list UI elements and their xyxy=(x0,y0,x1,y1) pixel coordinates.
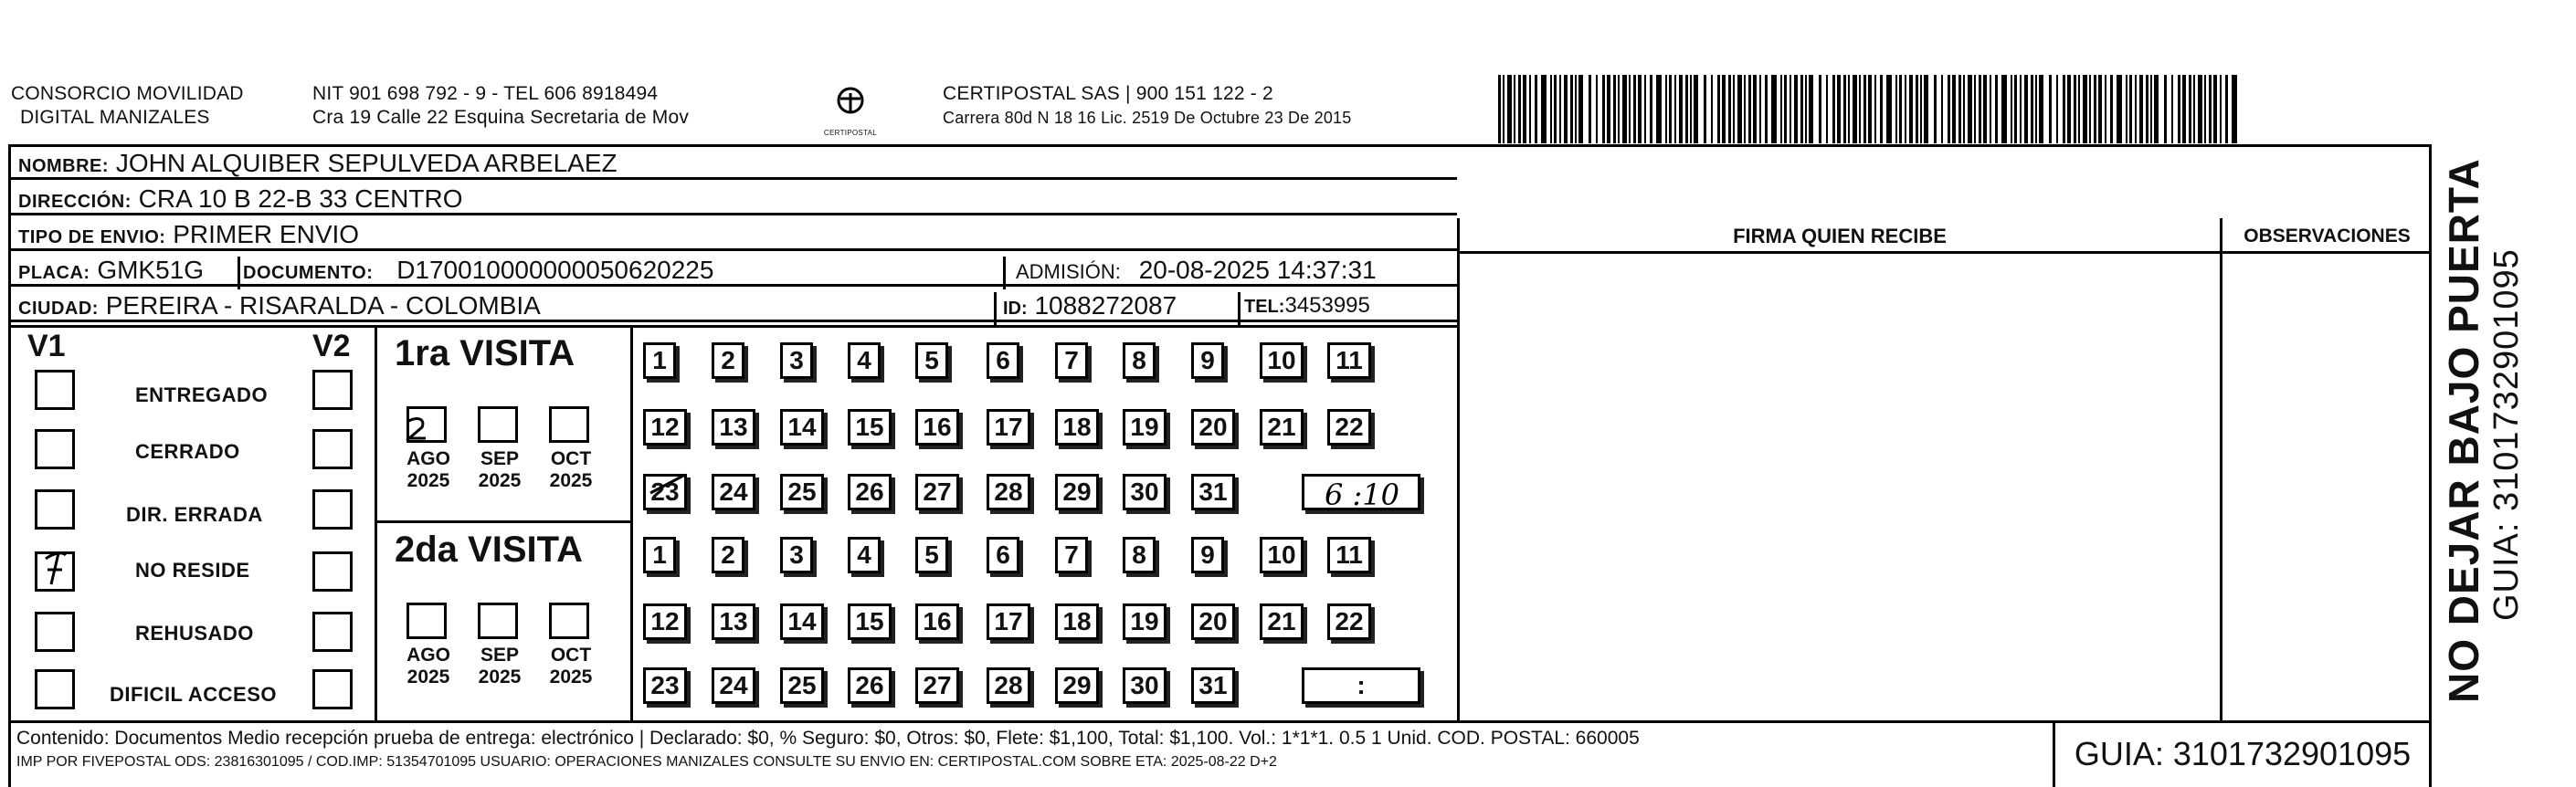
first-visit-day-2[interactable]: 2 xyxy=(712,342,744,379)
second-visit-day-23[interactable]: 23 xyxy=(643,667,687,704)
first-visit-day-11[interactable]: 11 xyxy=(1327,342,1371,379)
month-name: OCT xyxy=(550,448,592,469)
month-year: 2025 xyxy=(549,470,593,491)
first-visit-day-14[interactable]: 14 xyxy=(780,409,824,446)
month-name: AGO xyxy=(406,448,450,469)
nit-line2: Cra 19 Calle 22 Esquina Secretaria de Mov xyxy=(312,107,690,128)
first-visit-day-1[interactable]: 1 xyxy=(643,342,676,379)
company2-line1: CERTIPOSTAL SAS | 900 151 122 - 2 xyxy=(943,83,1273,104)
first-visit-day-27[interactable]: 27 xyxy=(915,474,959,510)
admision-value: 20-08-2025 14:37:31 xyxy=(1138,256,1377,284)
footer-guia: GUIA: 3101732901095 xyxy=(2074,735,2412,772)
v1-label: V1 xyxy=(27,329,66,363)
handwritten-strike-23 xyxy=(650,475,685,493)
tipo-envio-label: TIPO DE ENVIO: xyxy=(18,227,166,247)
first-visit-day-3[interactable]: 3 xyxy=(780,342,813,379)
footer-guia-divider xyxy=(2053,720,2055,787)
second-visit-day-25[interactable]: 25 xyxy=(780,667,824,704)
second-visit-day-3[interactable]: 3 xyxy=(780,537,813,573)
first-visit-day-26[interactable]: 26 xyxy=(848,474,892,510)
first-visit-day-17[interactable]: 17 xyxy=(987,409,1030,446)
month-year: 2025 xyxy=(549,666,593,687)
id-label: ID: xyxy=(1003,299,1028,319)
footer-line1: Contenido: Documentos Medio recepción prueba de entrega: electrónico | Declarado: $0, % Seguro: $0, Otros: $0, Flete: $1,100, Total: $1,100. Vol.: 1*1*1. 0.5 1 Unid. COD. POSTAL: 660005 xyxy=(16,728,1640,749)
company1-line1: CONSORCIO MOVILIDAD xyxy=(11,83,244,104)
second-visit-day-30[interactable]: 30 xyxy=(1123,667,1167,704)
side-warning: NO DEJAR BAJO PUERTA xyxy=(2440,158,2487,703)
month-year: 2025 xyxy=(478,470,522,491)
second-visit-day-18[interactable]: 18 xyxy=(1055,603,1099,640)
tel-label: TEL: xyxy=(1244,297,1285,317)
second-visit-day-26[interactable]: 26 xyxy=(848,667,892,704)
first-visit-day-19[interactable]: 19 xyxy=(1123,409,1167,446)
first-visit-day-18[interactable]: 18 xyxy=(1055,409,1099,446)
second-visit-day-16[interactable]: 16 xyxy=(915,603,959,640)
first-visit-day-20[interactable]: 20 xyxy=(1191,409,1235,446)
first-visit-day-28[interactable]: 28 xyxy=(987,474,1030,510)
footer-line2: IMP POR FIVEPOSTAL ODS: 23816301095 / COD.IMP: 51354701095 USUARIO: OPERACIONES MANIZALES CONSULTE SU ENVIO EN: CERTIPOSTAL.COM SOBRE ETA: 2025-08-22 D+2 xyxy=(16,754,1277,770)
second-visit-day-2[interactable]: 2 xyxy=(712,537,744,573)
status-label-no-reside: NO RESIDE xyxy=(135,559,250,582)
first-visit-day-21[interactable]: 21 xyxy=(1260,409,1304,446)
second-visit-day-22[interactable]: 22 xyxy=(1327,603,1371,640)
second-visit-day-27[interactable]: 27 xyxy=(915,667,959,704)
second-visit-day-11[interactable]: 11 xyxy=(1327,537,1371,573)
first-visit-day-6[interactable]: 6 xyxy=(987,342,1019,379)
second-visit-day-29[interactable]: 29 xyxy=(1055,667,1099,704)
second-visit-day-7[interactable]: 7 xyxy=(1055,537,1088,573)
side-guia: GUIA: 3101732901095 xyxy=(2487,248,2526,621)
first-visit-day-22[interactable]: 22 xyxy=(1327,409,1371,446)
first-visit-day-8[interactable]: 8 xyxy=(1123,342,1156,379)
first-visit-day-5[interactable]: 5 xyxy=(915,342,948,379)
second-visit-day-20[interactable]: 20 xyxy=(1191,603,1235,640)
status-label-dir-errada: DIR. ERRADA xyxy=(126,503,263,526)
month-name: SEP xyxy=(480,645,520,666)
second-visit-day-24[interactable]: 24 xyxy=(712,667,755,704)
status-label-entregado: ENTREGADO xyxy=(135,383,269,406)
second-visit-time-box[interactable]: : xyxy=(1302,667,1420,704)
nombre-label: NOMBRE: xyxy=(18,156,110,176)
second-visit-day-17[interactable]: 17 xyxy=(987,603,1030,640)
first-visit-day-23[interactable]: 23 xyxy=(643,474,687,510)
tipo-envio-value: PRIMER ENVIO xyxy=(173,220,360,248)
first-visit-day-31[interactable]: 31 xyxy=(1191,474,1235,510)
direccion-label: DIRECCIÓN: xyxy=(18,192,132,212)
company1-line2: DIGITAL MANIZALES xyxy=(20,107,210,128)
ciudad-label: CIUDAD: xyxy=(18,299,99,319)
second-visit-day-8[interactable]: 8 xyxy=(1123,537,1156,573)
admision-label: ADMISIÓN: xyxy=(1016,260,1121,283)
firma-label: FIRMA QUIEN RECIBE xyxy=(1733,225,1947,247)
first-visit-day-15[interactable]: 15 xyxy=(848,409,892,446)
nombre-value: JOHN ALQUIBER SEPULVEDA ARBELAEZ xyxy=(115,149,618,177)
v2-label: V2 xyxy=(312,329,351,363)
first-visit-day-4[interactable]: 4 xyxy=(848,342,881,379)
second-visit-day-19[interactable]: 19 xyxy=(1123,603,1167,640)
second-visit-day-9[interactable]: 9 xyxy=(1191,537,1224,573)
second-visit-day-5[interactable]: 5 xyxy=(915,537,948,573)
second-visit-day-15[interactable]: 15 xyxy=(848,603,892,640)
month-year: 2025 xyxy=(406,666,450,687)
id-value: 1088272087 xyxy=(1034,291,1177,320)
documento-label: DOCUMENTO: xyxy=(243,263,374,283)
first-visit-title: 1ra VISITA xyxy=(395,333,575,373)
first-visit-day-16[interactable]: 16 xyxy=(915,409,959,446)
direccion-value: CRA 10 B 22-B 33 CENTRO xyxy=(138,184,463,213)
handwritten-check-ago xyxy=(407,419,426,438)
status-label-cerrado: CERRADO xyxy=(135,440,240,463)
month-name: OCT xyxy=(550,645,592,666)
documento-value: D170010000000050620225 xyxy=(396,256,714,284)
second-visit-day-28[interactable]: 28 xyxy=(987,667,1030,704)
month-year: 2025 xyxy=(406,470,450,491)
first-visit-day-10[interactable]: 10 xyxy=(1260,342,1304,379)
second-visit-day-10[interactable]: 10 xyxy=(1260,537,1304,573)
second-visit-title: 2da VISITA xyxy=(395,530,583,570)
company2-line2: Carrera 80d N 18 16 Lic. 2519 De Octubre 23 De 2015 xyxy=(943,109,1352,127)
status-label-dificil-acceso: DIFICIL ACCESO xyxy=(110,683,278,706)
handwritten-time: 6 :10 xyxy=(1325,477,1400,512)
first-visit-day-13[interactable]: 13 xyxy=(712,409,755,446)
second-visit-day-13[interactable]: 13 xyxy=(712,603,755,640)
logo-text: CERTIPOSTAL xyxy=(823,129,878,137)
month-name: AGO xyxy=(406,645,450,666)
second-visit-day-4[interactable]: 4 xyxy=(848,537,881,573)
first-visit-day-30[interactable]: 30 xyxy=(1123,474,1167,510)
first-visit-day-7[interactable]: 7 xyxy=(1055,342,1088,379)
second-visit-day-1[interactable]: 1 xyxy=(643,537,676,573)
second-visit-day-31[interactable]: 31 xyxy=(1191,667,1235,704)
second-visit-day-14[interactable]: 14 xyxy=(780,603,824,640)
tel-value: 3453995 xyxy=(1284,293,1370,318)
placa-label: PLACA: xyxy=(18,263,90,283)
nit-line1: NIT 901 698 792 - 9 - TEL 606 8918494 xyxy=(312,83,659,104)
month-year: 2025 xyxy=(478,666,522,687)
observaciones-label: OBSERVACIONES xyxy=(2243,226,2411,247)
second-visit-day-21[interactable]: 21 xyxy=(1260,603,1304,640)
second-visit-day-12[interactable]: 12 xyxy=(643,603,687,640)
first-visit-day-12[interactable]: 12 xyxy=(643,409,687,446)
first-visit-day-24[interactable]: 24 xyxy=(712,474,755,510)
status-label-rehusado: REHUSADO xyxy=(135,622,254,645)
placa-value: GMK51G xyxy=(97,256,205,284)
handwritten-check-no-reside xyxy=(46,553,66,584)
second-visit-day-6[interactable]: 6 xyxy=(987,537,1019,573)
first-visit-day-9[interactable]: 9 xyxy=(1191,342,1224,379)
ciudad-value: PEREIRA - RISARALDA - COLOMBIA xyxy=(105,291,541,320)
first-visit-day-25[interactable]: 25 xyxy=(780,474,824,510)
first-visit-day-29[interactable]: 29 xyxy=(1055,474,1099,510)
month-name: SEP xyxy=(480,448,520,469)
